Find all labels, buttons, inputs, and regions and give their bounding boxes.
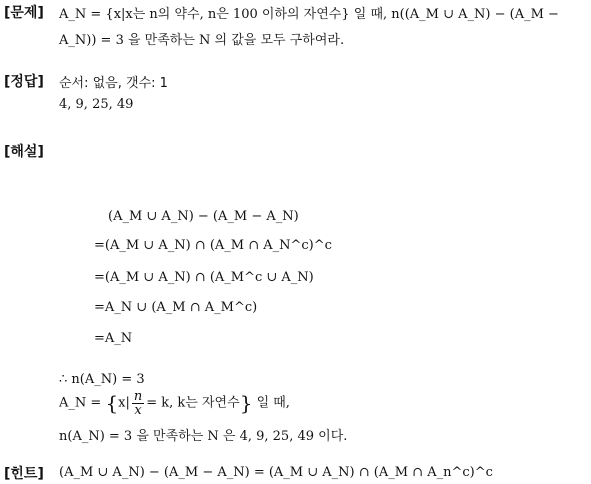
answer-label: [정답]	[4, 74, 44, 90]
answer-order-count: 순서: 없음, 갯수: 1	[59, 76, 168, 91]
hint-text: (A_M ∪ A_N) − (A_M − A_N) = (A_M ∪ A_N) ∩ (A_M ∩ A_n^c)^c	[59, 465, 493, 480]
set-def-x: x|	[118, 395, 130, 411]
solution-conclusion-3: n(A_N) = 3 을 만족하는 N 은 4, 9, 25, 49 이다.	[59, 429, 348, 444]
fraction-n-over-x	[132, 390, 144, 417]
problem-label: [문제]	[4, 5, 44, 21]
problem-text-line-1: A_N = {x|x는 n의 약수, n은 100 이하의 자연수} 일 때, n((A_M ∪ A_N) − (A_M −	[59, 7, 559, 22]
solution-step-5: =A_N	[94, 331, 133, 346]
set-def-tail: 일 때,	[256, 395, 290, 411]
fraction-numerator: n	[133, 388, 143, 404]
solution-step-1: (A_M ∪ A_N) − (A_M − A_N)	[108, 209, 299, 224]
problem-text-line-2: A_N)) = 3 을 만족하는 N 의 값을 모두 구하여라.	[59, 33, 345, 48]
solution-conclusion-2	[59, 386, 290, 421]
answer-values: 4, 9, 25, 49	[59, 97, 134, 112]
left-brace: {	[105, 391, 119, 415]
fraction-denominator: x	[134, 402, 142, 418]
hint-label: [힌트]	[4, 466, 44, 482]
solution-step-4: =A_N ∪ (A_M ∩ A_M^c)	[94, 300, 258, 315]
solution-step-2: =(A_M ∪ A_N) ∩ (A_M ∩ A_N^c)^c	[94, 238, 332, 253]
solution-label: [해설]	[4, 144, 44, 160]
set-def-prefix: A_N =	[59, 395, 102, 411]
right-brace: }	[239, 391, 253, 415]
set-def-condition: = k, k는 자연수	[146, 395, 240, 411]
solution-conclusion-1: ∴ n(A_N) = 3	[59, 372, 145, 387]
solution-step-3: =(A_M ∪ A_N) ∩ (A_M^c ∪ A_N)	[94, 270, 314, 285]
